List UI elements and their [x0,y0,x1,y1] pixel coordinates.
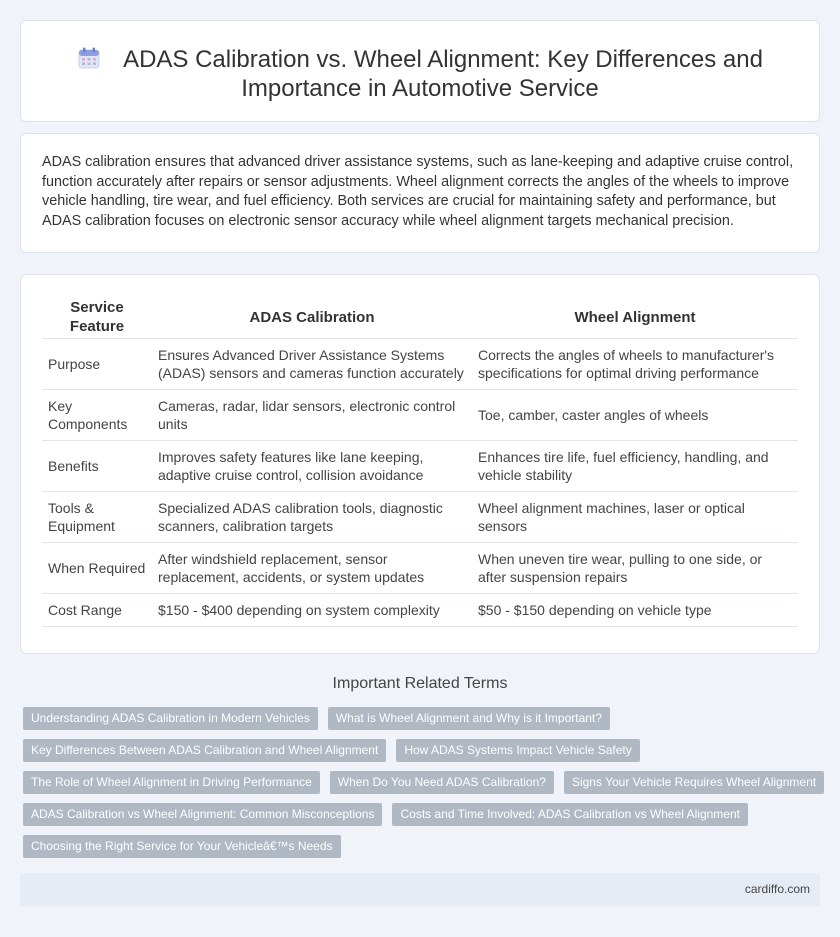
tag-row [23,707,823,730]
calendar-icon [77,46,101,70]
table-cell: Cost Range [42,594,152,627]
footer-site-link[interactable]: cardiffo.com [744,882,810,896]
tag-row [23,803,823,826]
table-cell: Corrects the angles of wheels to manufacturer's specifications for optimal driving performance [472,339,798,390]
related-term-link[interactable]: How ADAS Systems Impact Vehicle Safety [396,739,639,762]
table-cell: Key Components [42,390,152,441]
table-cell: Improves safety features like lane keeping, adaptive cruise control, collision avoidance [152,441,472,492]
table-cell: Wheel alignment machines, laser or optical sensors [472,492,798,543]
table-row [42,339,798,390]
related-term-link[interactable]: ADAS Calibration vs Wheel Alignment: Common Misconceptions [23,803,382,826]
table-cell: When Required [42,543,152,594]
tag-row [23,739,823,762]
table-row [42,441,798,492]
related-term-link[interactable]: Choosing the Right Service for Your Vehicleâ€™s Needs [23,835,341,858]
title-wrap [21,45,819,103]
related-term-link[interactable]: What is Wheel Alignment and Why is it Important? [328,707,610,730]
related-term-link[interactable]: Key Differences Between ADAS Calibration and Wheel Alignment [23,739,386,762]
table-cell: $50 - $150 depending on vehicle type [472,594,798,627]
table-row [42,543,798,594]
table-cell: When uneven tire wear, pulling to one side, or after suspension repairs [472,543,798,594]
related-term-link[interactable]: When Do You Need ADAS Calibration? [330,771,554,794]
table-cell: Benefits [42,441,152,492]
comparison-table [42,296,798,627]
table-row [42,492,798,543]
related-term-link[interactable]: Signs Your Vehicle Requires Wheel Alignment [564,771,824,794]
intro-card [20,133,820,253]
table-cell: Specialized ADAS calibration tools, diagnostic scanners, calibration targets [152,492,472,543]
table-cell: Cameras, radar, lidar sensors, electronic control units [152,390,472,441]
header-adas-calibration: ADAS Calibration [152,296,472,339]
table-header-row [42,296,798,339]
table-cell: Ensures Advanced Driver Assistance Systems (ADAS) sensors and cameras function accurately [152,339,472,390]
tag-row [23,771,823,794]
table-cell: $150 - $400 depending on system complexity [152,594,472,627]
intro-paragraph: ADAS calibration ensures that advanced driver assistance systems, such as lane-keeping and adaptive cruise control, function accurately after repairs or sensor adjustments. Wheel alignment corrects the angles of the wheels to improve vehicle handling, tire wear, and fuel efficiency. Both services are crucial for maintaining safety and performance, but ADAS calibration focuses on electronic sensor accuracy while wheel alignment targets mechanical precision. [42,154,794,229]
table-cell: Toe, camber, caster angles of wheels [472,390,798,441]
table-row [42,390,798,441]
related-terms-list [23,707,823,867]
table-cell: Purpose [42,339,152,390]
tag-row [23,835,823,858]
header-service-feature: Service Feature [42,296,152,339]
table-row [42,594,798,627]
table-cell: After windshield replacement, sensor replacement, accidents, or system updates [152,543,472,594]
footer [20,873,820,906]
related-term-link[interactable]: The Role of Wheel Alignment in Driving Performance [23,771,320,794]
page-title: ADAS Calibration vs. Wheel Alignment: Key Differences and Importance in Automotive Service [123,46,763,102]
table-cell: Tools & Equipment [42,492,152,543]
related-term-link[interactable]: Understanding ADAS Calibration in Modern Vehicles [23,707,318,730]
comparison-card [20,274,820,654]
header-wheel-alignment: Wheel Alignment [472,296,798,339]
related-term-link[interactable]: Costs and Time Involved: ADAS Calibration vs Wheel Alignment [392,803,748,826]
table-cell: Enhances tire life, fuel efficiency, handling, and vehicle stability [472,441,798,492]
title-card [20,20,820,122]
related-terms-heading: Important Related Terms [332,675,508,692]
